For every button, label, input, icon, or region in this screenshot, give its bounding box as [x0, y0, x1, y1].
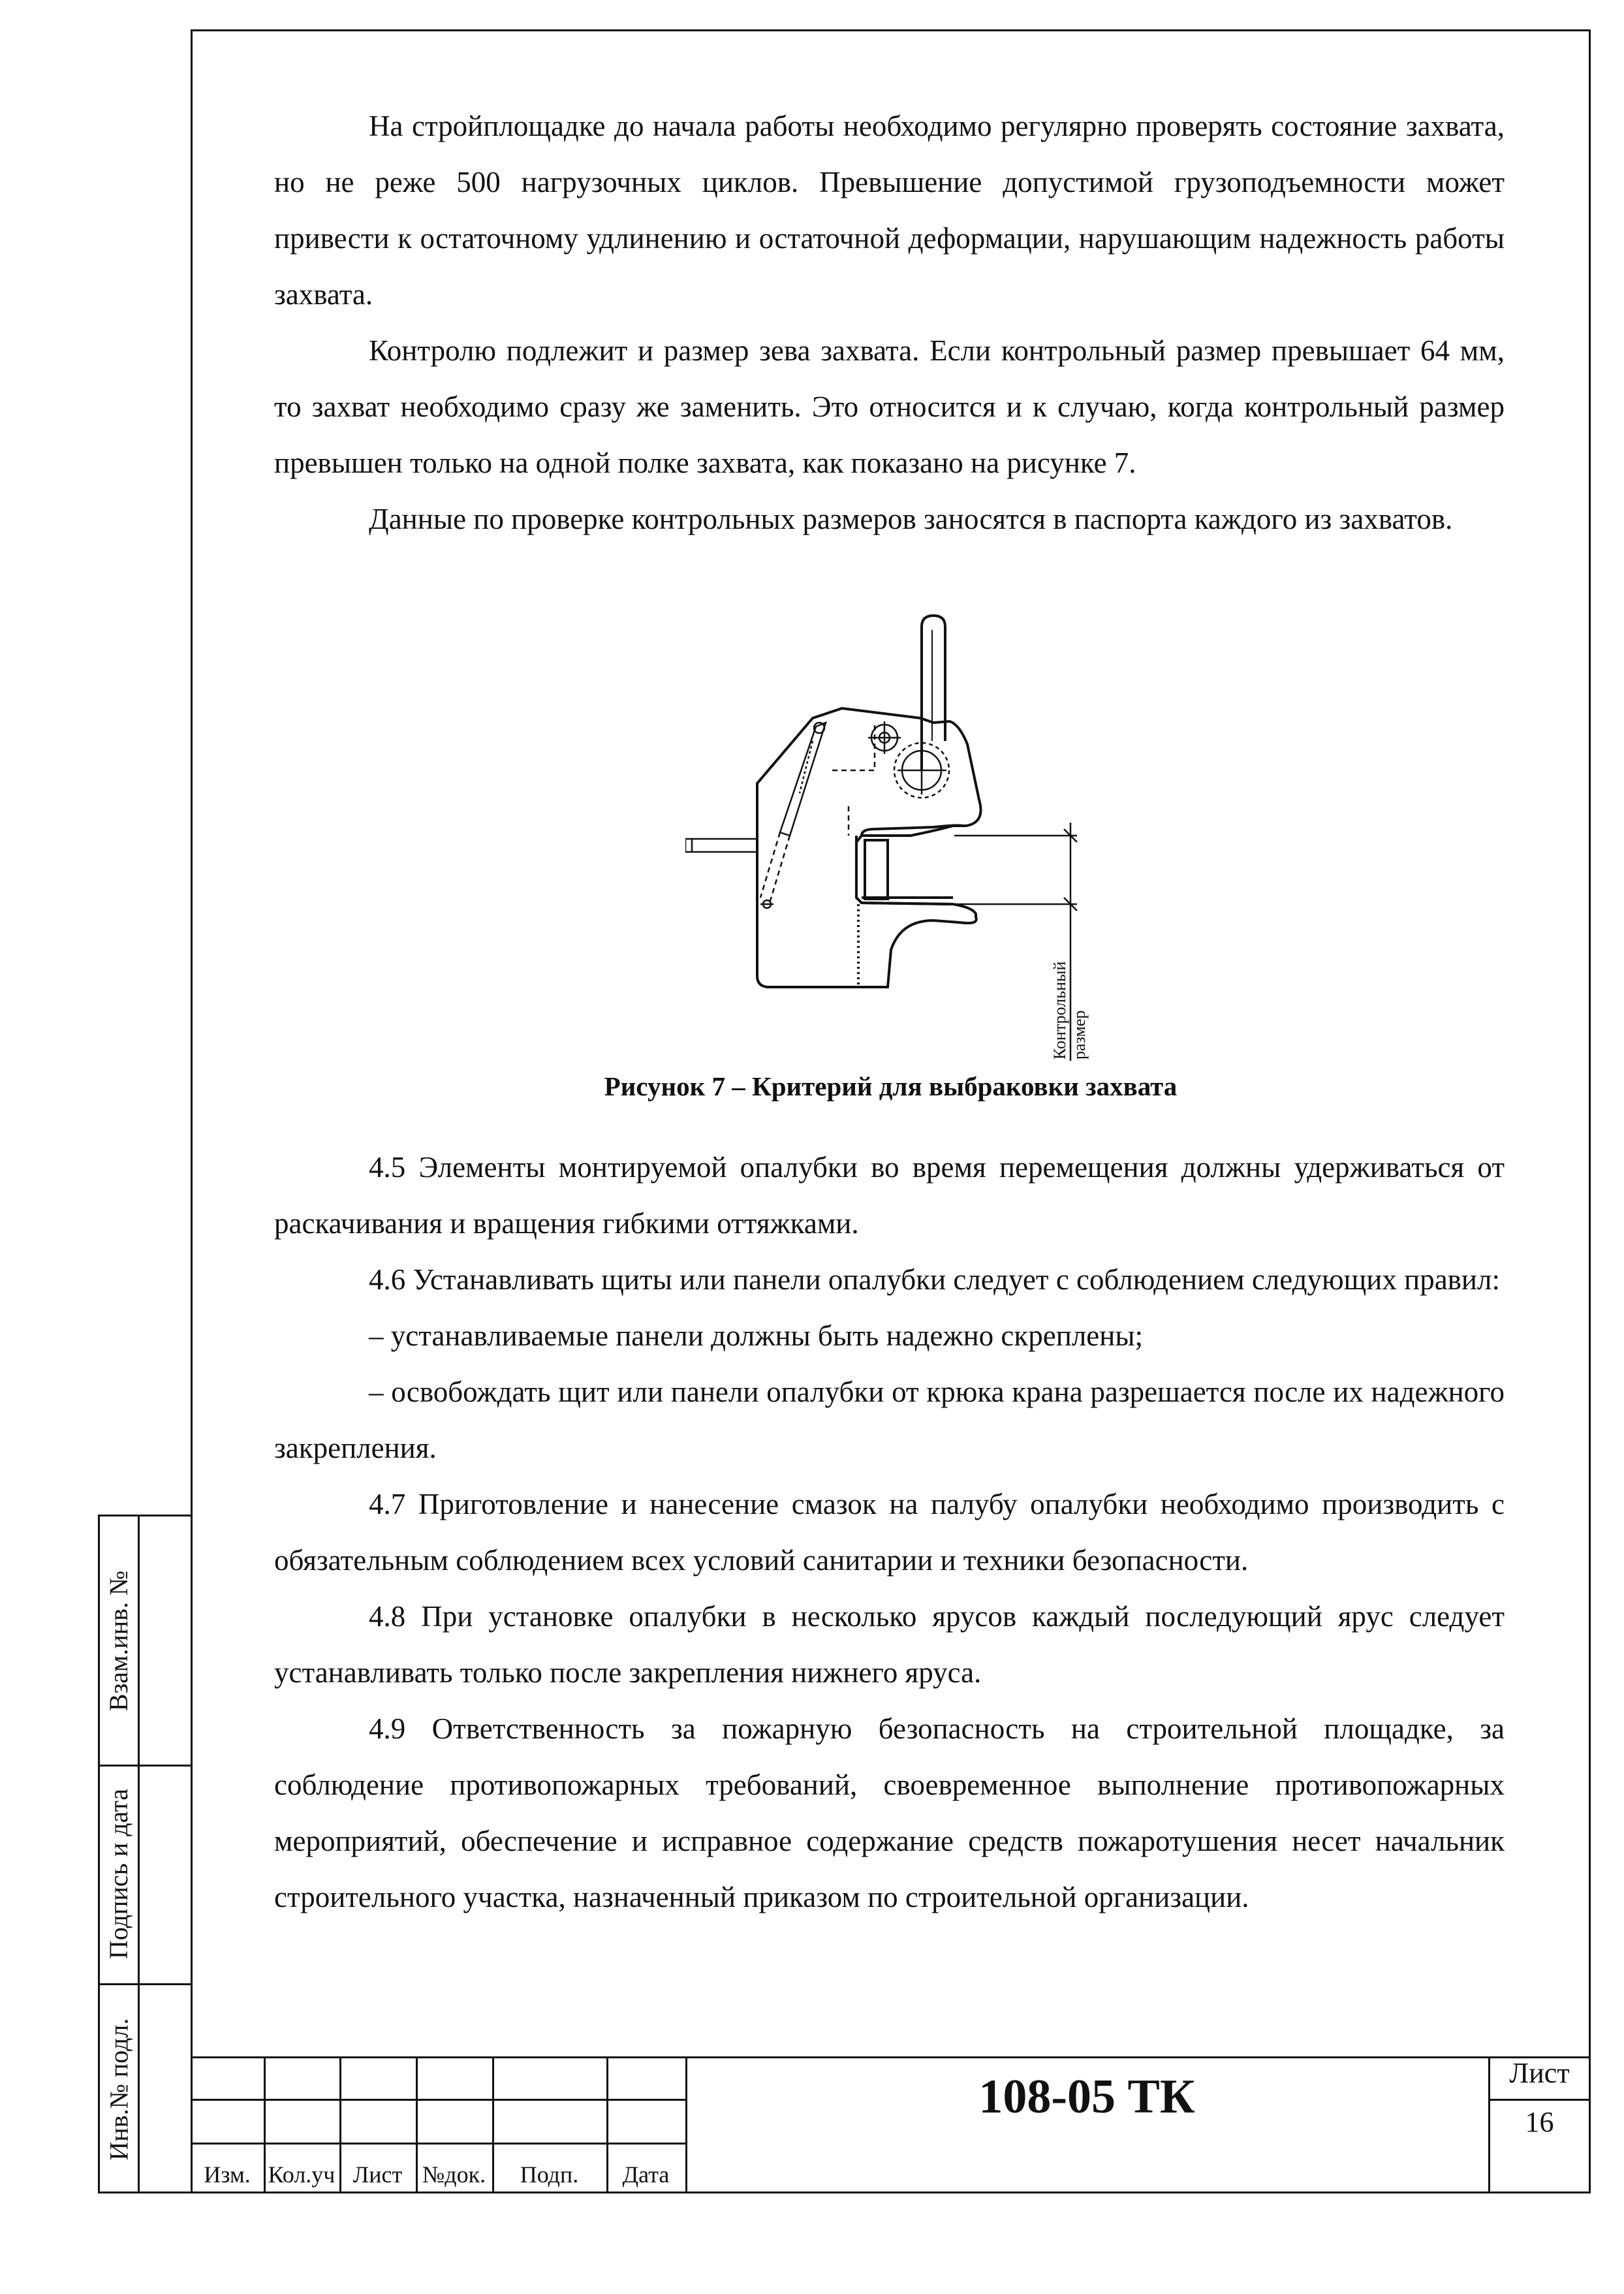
- dimension-label: размер: [1070, 1010, 1089, 1060]
- section-paragraph: 4.7 Приготовление и нанесение смазок на палубу опалубки необходимо производить с обязательным соблюдением всех условий санитарии и техники безопасности.: [274, 1488, 1505, 1577]
- side-stamp: [98, 1515, 191, 2193]
- section-paragraph: 4.8 При установке опалубки в несколько ярусов каждый последующий ярус следует устанавливать только после закрепления нижнего яруса.: [274, 1600, 1505, 1689]
- stamp-data: Дата: [622, 2161, 670, 2188]
- stamp-kolu: Кол.уч: [268, 2161, 336, 2188]
- section-paragraph: 4.5 Элементы монтируемой опалубки во время перемещения должны удерживаться от раскачивания и вращения гибкими оттяжками.: [274, 1151, 1505, 1240]
- stamp-list: Лист: [352, 2161, 403, 2188]
- list-item: – устанавливаемые панели должны быть надежно скреплены;: [369, 1319, 1144, 1352]
- stamp-izm: Изм.: [204, 2161, 251, 2188]
- sheet-number: 16: [1525, 2106, 1554, 2138]
- stamp-podp: Подп.: [520, 2161, 579, 2188]
- side-label-podpis: Подпись и дата: [104, 1788, 134, 1960]
- document-number: 108-05 ТК: [978, 2070, 1195, 2124]
- paragraph: Контролю подлежит и размер зева захвата. Если контрольный размер превышает 64 мм, то захват необходимо сразу же заменить. Это относится и к случаю, когда контрольный размер превышен только на одной полке захвата, как показано на рисунке 7.: [274, 334, 1505, 479]
- stamp-ndok: №док.: [422, 2161, 486, 2188]
- side-label-vzam: Взам.инв. №: [104, 1570, 134, 1711]
- body-text-sections: [274, 1139, 1505, 1925]
- paragraph: На стройплощадке до начала работы необходимо регулярно проверять состояние захвата, но не реже 500 нагрузочных циклов. Превышение допустимой грузоподъемности может привести к остаточному удлинению и остаточной деформации, нарушающим надежность работы захвата.: [274, 110, 1505, 311]
- gripper-drawing: [685, 610, 1090, 1061]
- list-item: – освобождать щит или панели опалубки от крюка крана разрешается после их надежного закрепления.: [274, 1375, 1505, 1464]
- figure-caption: Рисунок 7 – Критерий для выбраковки захвата: [604, 1071, 1178, 1101]
- section-paragraph: 4.9 Ответственность за пожарную безопасность на строительной площадке, за соблюдение противопожарных требований, своевременное выполнение противопожарных мероприятий, обеспечение и исправное содержание средств пожаротушения несет начальник строительного участка, назначенный приказом по строительной организации.: [274, 1712, 1505, 1913]
- side-label-inv: Инв.№ подл.: [104, 2018, 134, 2161]
- side-divider: [138, 1516, 140, 2192]
- sheet-label: Лист: [1509, 2057, 1570, 2089]
- section-paragraph: 4.6 Устанавливать щиты или панели опалубки следует с соблюдением следующих правил:: [369, 1263, 1500, 1296]
- paragraph: Данные по проверке контрольных размеров заносятся в паспорта каждого из захватов.: [369, 503, 1453, 535]
- dimension-label: Контрольный: [1050, 961, 1069, 1060]
- body-text: [274, 98, 1505, 547]
